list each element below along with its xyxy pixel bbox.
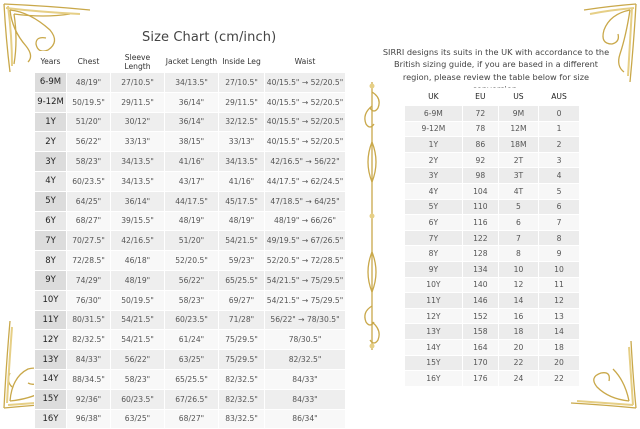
conv-cell-us: 9M bbox=[498, 106, 538, 122]
size-cell-sleeve: 27/10.5" bbox=[111, 73, 165, 93]
size-cell-waist: 86/34" bbox=[265, 409, 346, 429]
size-cell-inside-leg: 32/12.5" bbox=[219, 112, 265, 132]
conv-cell-uk: 14Y bbox=[405, 339, 463, 355]
size-cell-years: 2Y bbox=[35, 132, 67, 152]
size-row bbox=[35, 132, 346, 152]
size-cell-years: 6Y bbox=[35, 211, 67, 231]
size-row bbox=[35, 409, 346, 429]
conversion-row bbox=[405, 137, 580, 153]
conv-cell-aus: 9 bbox=[539, 246, 580, 262]
size-cell-years: 16Y bbox=[35, 409, 67, 429]
size-cell-waist: 40/15.5" → 52/20.5" bbox=[265, 132, 346, 152]
size-cell-inside-leg: 82/32.5" bbox=[219, 389, 265, 409]
conv-cell-aus: 14 bbox=[539, 324, 580, 340]
conv-cell-us: 12 bbox=[498, 277, 538, 293]
conv-cell-aus: 4 bbox=[539, 168, 580, 184]
size-cell-jacket: 36/14" bbox=[165, 112, 219, 132]
conv-cell-eu: 86 bbox=[462, 137, 498, 153]
size-cell-sleeve: 50/19.5" bbox=[111, 290, 165, 310]
conv-cell-uk: 5Y bbox=[405, 199, 463, 215]
size-cell-years: 1Y bbox=[35, 112, 67, 132]
conv-cell-us: 14 bbox=[498, 293, 538, 309]
conv-cell-eu: 92 bbox=[462, 152, 498, 168]
conv-cell-aus: 12 bbox=[539, 293, 580, 309]
size-row bbox=[35, 270, 346, 290]
conv-cell-uk: 1Y bbox=[405, 137, 463, 153]
size-cell-jacket: 48/19" bbox=[165, 211, 219, 231]
size-cell-waist: 40/15.5" → 52/20.5" bbox=[265, 73, 346, 93]
size-cell-waist: 82/32.5" bbox=[265, 350, 346, 370]
size-cell-sleeve: 39/15.5" bbox=[111, 211, 165, 231]
size-cell-waist: 84/33" bbox=[265, 389, 346, 409]
conv-cell-us: 20 bbox=[498, 339, 538, 355]
size-cell-sleeve: 42/16.5" bbox=[111, 231, 165, 251]
size-cell-sleeve: 54/21.5" bbox=[111, 330, 165, 350]
size-cell-inside-leg: 83/32.5" bbox=[219, 409, 265, 429]
conv-cell-aus: 5 bbox=[539, 183, 580, 199]
size-row bbox=[35, 310, 346, 330]
size-row bbox=[35, 290, 346, 310]
conv-cell-uk: 8Y bbox=[405, 246, 463, 262]
conversion-row bbox=[405, 106, 580, 122]
conv-cell-uk: 6Y bbox=[405, 215, 463, 231]
conv-cell-eu: 134 bbox=[462, 261, 498, 277]
size-cell-inside-leg: 82/32.5" bbox=[219, 369, 265, 389]
conv-cell-eu: 128 bbox=[462, 246, 498, 262]
chart-title: Size Chart (cm/inch) bbox=[142, 30, 277, 45]
conv-cell-uk: 9-12M bbox=[405, 121, 463, 137]
size-cell-sleeve: 54/21.5" bbox=[111, 310, 165, 330]
size-row bbox=[35, 191, 346, 211]
size-cell-jacket: 60/23.5" bbox=[165, 310, 219, 330]
size-row bbox=[35, 152, 346, 172]
header-aus: AUS bbox=[539, 88, 580, 106]
size-cell-inside-leg: 45/17.5" bbox=[219, 191, 265, 211]
conv-cell-us: 5 bbox=[498, 199, 538, 215]
conv-cell-uk: 7Y bbox=[405, 230, 463, 246]
conv-cell-aus: 8 bbox=[539, 230, 580, 246]
conv-cell-eu: 140 bbox=[462, 277, 498, 293]
size-cell-jacket: 38/15" bbox=[165, 132, 219, 152]
conv-cell-aus: 10 bbox=[539, 261, 580, 277]
size-cell-jacket: 68/27" bbox=[165, 409, 219, 429]
size-cell-chest: 74/29" bbox=[67, 270, 111, 290]
size-cell-chest: 84/33" bbox=[67, 350, 111, 370]
size-cell-years: 13Y bbox=[35, 350, 67, 370]
conv-cell-eu: 176 bbox=[462, 371, 498, 387]
size-cell-jacket: 61/24" bbox=[165, 330, 219, 350]
size-cell-years: 6-9M bbox=[35, 73, 67, 93]
size-cell-sleeve: 34/13.5" bbox=[111, 171, 165, 191]
size-cell-years: 7Y bbox=[35, 231, 67, 251]
size-row bbox=[35, 231, 346, 251]
size-cell-sleeve: 63/25" bbox=[111, 409, 165, 429]
conv-cell-aus: 2 bbox=[539, 137, 580, 153]
conversion-row bbox=[405, 168, 580, 184]
size-cell-years: 5Y bbox=[35, 191, 67, 211]
conv-cell-eu: 116 bbox=[462, 215, 498, 231]
conversion-row bbox=[405, 277, 580, 293]
conv-cell-us: 22 bbox=[498, 355, 538, 371]
size-cell-jacket: 56/22" bbox=[165, 270, 219, 290]
conversion-header-row bbox=[405, 88, 580, 106]
size-cell-jacket: 58/23" bbox=[165, 290, 219, 310]
conv-cell-aus: 1 bbox=[539, 121, 580, 137]
size-cell-inside-leg: 29/11.5" bbox=[219, 92, 265, 112]
conv-cell-eu: 98 bbox=[462, 168, 498, 184]
size-cell-chest: 68/27" bbox=[67, 211, 111, 231]
conversion-row bbox=[405, 308, 580, 324]
size-cell-chest: 56/22" bbox=[67, 132, 111, 152]
size-cell-sleeve: 34/13.5" bbox=[111, 152, 165, 172]
header-us: US bbox=[498, 88, 538, 106]
size-cell-chest: 72/28.5" bbox=[67, 251, 111, 271]
conv-cell-eu: 152 bbox=[462, 308, 498, 324]
size-cell-years: 10Y bbox=[35, 290, 67, 310]
conversion-row bbox=[405, 261, 580, 277]
size-cell-waist: 48/19" → 66/26" bbox=[265, 211, 346, 231]
conv-cell-us: 4T bbox=[498, 183, 538, 199]
size-cell-jacket: 43/17" bbox=[165, 171, 219, 191]
size-cell-chest: 76/30" bbox=[67, 290, 111, 310]
header-eu: EU bbox=[462, 88, 498, 106]
conv-cell-aus: 6 bbox=[539, 199, 580, 215]
size-cell-years: 9Y bbox=[35, 270, 67, 290]
conv-cell-us: 2T bbox=[498, 152, 538, 168]
size-cell-inside-leg: 34/13.5" bbox=[219, 152, 265, 172]
conv-cell-uk: 6-9M bbox=[405, 106, 463, 122]
conv-cell-aus: 0 bbox=[539, 106, 580, 122]
conv-cell-us: 3T bbox=[498, 168, 538, 184]
conv-cell-us: 24 bbox=[498, 371, 538, 387]
conv-cell-us: 7 bbox=[498, 230, 538, 246]
size-row bbox=[35, 73, 346, 93]
size-cell-chest: 96/38" bbox=[67, 409, 111, 429]
size-cell-sleeve: 56/22" bbox=[111, 350, 165, 370]
size-cell-waist: 54/21.5" → 75/29.5" bbox=[265, 290, 346, 310]
size-cell-years: 8Y bbox=[35, 251, 67, 271]
size-cell-jacket: 52/20.5" bbox=[165, 251, 219, 271]
conversion-table bbox=[404, 88, 580, 387]
size-cell-inside-leg: 27/10.5" bbox=[219, 73, 265, 93]
conversion-note: SIRRI designs its suits in the UK with accordance to the British sizing guide, if you are based in a different region, please review the table below for size bbox=[382, 47, 610, 82]
header-years: Years bbox=[35, 51, 67, 73]
size-cell-chest: 48/19" bbox=[67, 73, 111, 93]
size-row bbox=[35, 112, 346, 132]
conv-cell-uk: 10Y bbox=[405, 277, 463, 293]
conv-cell-eu: 122 bbox=[462, 230, 498, 246]
header-inside-leg: Inside Leg bbox=[219, 51, 265, 73]
conv-cell-us: 6 bbox=[498, 215, 538, 231]
size-cell-jacket: 63/25" bbox=[165, 350, 219, 370]
conv-cell-us: 10 bbox=[498, 261, 538, 277]
conv-cell-uk: 11Y bbox=[405, 293, 463, 309]
size-cell-inside-leg: 48/19" bbox=[219, 211, 265, 231]
conv-cell-uk: 9Y bbox=[405, 261, 463, 277]
header-waist: Waist bbox=[265, 51, 346, 73]
size-cell-inside-leg: 75/29.5" bbox=[219, 350, 265, 370]
conv-cell-eu: 78 bbox=[462, 121, 498, 137]
size-cell-inside-leg: 75/29.5" bbox=[219, 330, 265, 350]
header-jacket-length: Jacket Length bbox=[165, 51, 219, 73]
conv-cell-eu: 104 bbox=[462, 183, 498, 199]
size-cell-sleeve: 46/18" bbox=[111, 251, 165, 271]
size-cell-inside-leg: 59/23" bbox=[219, 251, 265, 271]
conversion-row bbox=[405, 324, 580, 340]
conv-cell-aus: 11 bbox=[539, 277, 580, 293]
size-row bbox=[35, 92, 346, 112]
conversion-row bbox=[405, 339, 580, 355]
conv-cell-us: 18M bbox=[498, 137, 538, 153]
size-cell-jacket: 36/14" bbox=[165, 92, 219, 112]
size-cell-waist: 40/15.5" → 52/20.5" bbox=[265, 92, 346, 112]
conv-cell-aus: 13 bbox=[539, 308, 580, 324]
conv-cell-aus: 20 bbox=[539, 355, 580, 371]
size-cell-sleeve: 48/19" bbox=[111, 270, 165, 290]
size-cell-waist: 52/20.5" → 72/28.5" bbox=[265, 251, 346, 271]
conversion-row bbox=[405, 215, 580, 231]
size-cell-inside-leg: 33/13" bbox=[219, 132, 265, 152]
size-cell-waist: 56/22" → 78/30.5" bbox=[265, 310, 346, 330]
conversion-row bbox=[405, 152, 580, 168]
conversion-row bbox=[405, 355, 580, 371]
header-chest: Chest bbox=[67, 51, 111, 73]
conv-cell-us: 18 bbox=[498, 324, 538, 340]
size-cell-inside-leg: 54/21.5" bbox=[219, 231, 265, 251]
size-row bbox=[35, 389, 346, 409]
size-chart-header-row bbox=[35, 51, 346, 73]
size-row bbox=[35, 211, 346, 231]
size-cell-waist: 40/15.5" → 52/20.5" bbox=[265, 112, 346, 132]
size-cell-chest: 70/27.5" bbox=[67, 231, 111, 251]
conv-cell-us: 16 bbox=[498, 308, 538, 324]
size-cell-sleeve: 58/23" bbox=[111, 369, 165, 389]
size-cell-sleeve: 33/13" bbox=[111, 132, 165, 152]
conv-cell-aus: 22 bbox=[539, 371, 580, 387]
conversion-row bbox=[405, 121, 580, 137]
conv-cell-uk: 2Y bbox=[405, 152, 463, 168]
size-cell-waist: 44/17.5" → 62/24.5" bbox=[265, 171, 346, 191]
conv-cell-eu: 72 bbox=[462, 106, 498, 122]
size-row bbox=[35, 171, 346, 191]
conv-cell-uk: 4Y bbox=[405, 183, 463, 199]
size-cell-years: 15Y bbox=[35, 389, 67, 409]
size-cell-jacket: 34/13.5" bbox=[165, 73, 219, 93]
size-cell-waist: 42/16.5" → 56/22" bbox=[265, 152, 346, 172]
conv-cell-uk: 12Y bbox=[405, 308, 463, 324]
divider-ornament bbox=[360, 82, 384, 350]
size-cell-inside-leg: 65/25.5" bbox=[219, 270, 265, 290]
conv-cell-eu: 146 bbox=[462, 293, 498, 309]
conv-cell-uk: 16Y bbox=[405, 371, 463, 387]
size-cell-waist: 78/30.5" bbox=[265, 330, 346, 350]
size-cell-waist: 84/33" bbox=[265, 369, 346, 389]
size-row bbox=[35, 350, 346, 370]
size-cell-years: 9-12M bbox=[35, 92, 67, 112]
size-row bbox=[35, 330, 346, 350]
conv-cell-uk: 13Y bbox=[405, 324, 463, 340]
size-cell-jacket: 67/26.5" bbox=[165, 389, 219, 409]
conv-cell-aus: 7 bbox=[539, 215, 580, 231]
size-cell-chest: 58/23" bbox=[67, 152, 111, 172]
size-cell-years: 4Y bbox=[35, 171, 67, 191]
size-row bbox=[35, 369, 346, 389]
size-cell-years: 11Y bbox=[35, 310, 67, 330]
size-cell-inside-leg: 41/16" bbox=[219, 171, 265, 191]
size-cell-waist: 49/19.5" → 67/26.5" bbox=[265, 231, 346, 251]
size-cell-years: 14Y bbox=[35, 369, 67, 389]
conv-cell-uk: 3Y bbox=[405, 168, 463, 184]
size-cell-sleeve: 29/11.5" bbox=[111, 92, 165, 112]
size-cell-chest: 50/19.5" bbox=[67, 92, 111, 112]
size-cell-sleeve: 60/23.5" bbox=[111, 389, 165, 409]
conv-cell-eu: 164 bbox=[462, 339, 498, 355]
size-cell-years: 12Y bbox=[35, 330, 67, 350]
conversion-row bbox=[405, 246, 580, 262]
conversion-row bbox=[405, 230, 580, 246]
size-cell-inside-leg: 71/28" bbox=[219, 310, 265, 330]
conv-cell-us: 12M bbox=[498, 121, 538, 137]
size-chart-table bbox=[34, 51, 346, 429]
size-row bbox=[35, 251, 346, 271]
size-cell-sleeve: 36/14" bbox=[111, 191, 165, 211]
size-cell-chest: 82/32.5" bbox=[67, 330, 111, 350]
size-cell-chest: 64/25" bbox=[67, 191, 111, 211]
size-cell-jacket: 51/20" bbox=[165, 231, 219, 251]
size-cell-chest: 80/31.5" bbox=[67, 310, 111, 330]
size-cell-chest: 92/36" bbox=[67, 389, 111, 409]
size-cell-waist: 54/21.5" → 75/29.5" bbox=[265, 270, 346, 290]
size-cell-waist: 47/18.5" → 64/25" bbox=[265, 191, 346, 211]
header-sleeve-length: Sleeve Length bbox=[111, 51, 165, 73]
size-cell-chest: 51/20" bbox=[67, 112, 111, 132]
size-cell-jacket: 41/16" bbox=[165, 152, 219, 172]
conv-cell-uk: 15Y bbox=[405, 355, 463, 371]
conv-cell-eu: 170 bbox=[462, 355, 498, 371]
size-cell-chest: 88/34.5" bbox=[67, 369, 111, 389]
conversion-row bbox=[405, 183, 580, 199]
size-cell-inside-leg: 69/27" bbox=[219, 290, 265, 310]
conv-cell-aus: 3 bbox=[539, 152, 580, 168]
size-cell-years: 3Y bbox=[35, 152, 67, 172]
conv-cell-eu: 158 bbox=[462, 324, 498, 340]
conv-cell-us: 8 bbox=[498, 246, 538, 262]
conv-cell-aus: 18 bbox=[539, 339, 580, 355]
size-cell-jacket: 65/25.5" bbox=[165, 369, 219, 389]
conv-cell-eu: 110 bbox=[462, 199, 498, 215]
size-cell-jacket: 44/17.5" bbox=[165, 191, 219, 211]
header-uk: UK bbox=[405, 88, 463, 106]
conversion-row bbox=[405, 371, 580, 387]
conversion-row bbox=[405, 293, 580, 309]
conversion-row bbox=[405, 199, 580, 215]
size-cell-chest: 60/23.5" bbox=[67, 171, 111, 191]
size-cell-sleeve: 30/12" bbox=[111, 112, 165, 132]
